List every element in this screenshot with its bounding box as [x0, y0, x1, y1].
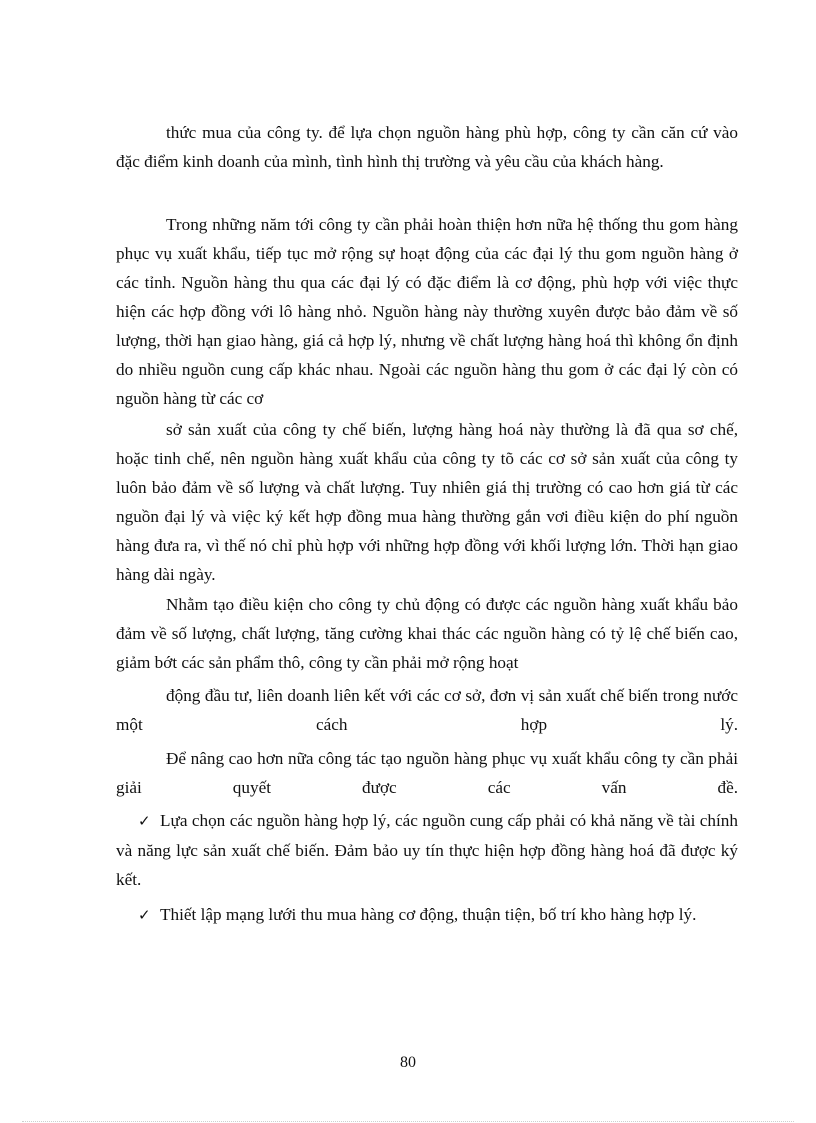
checklist-item-2-block: [116, 900, 738, 930]
paragraph-2: Trong những năm tới công ty cần phải hoàn thiện hơn nữa hệ thống thu gom hàng phục vụ xuất khẩu, tiếp tục mở rộng sự hoạt động của các đại lý thu gom nguồn hàng ở các tỉnh. Nguồn hàng thu qua các đại lý có đặc điểm là cơ động, phù hợp với việc thực hiện các hợp đồng với lô hàng nhỏ. Nguồn hàng này thường xuyên được bảo đảm về số lượng, thời hạn giao hàng, giá cả hợp lý, nhưng về chất lượng hàng hoá thì không ổn định do nhiều nguồn cung cấp khác nhau. Ngoài các nguồn hàng thu gom ở các đại lý còn có nguồn hàng từ các cơ: [116, 215, 738, 408]
checklist-item-2-text: Thiết lập mạng lưới thu mua hàng cơ động, thuận tiện, bố trí kho hàng hợp lý.: [160, 905, 697, 924]
checkmark-icon: ✓: [138, 906, 151, 924]
paragraph-1: thức mua của công ty. để lựa chọn nguồn hàng phù hợp, công ty cần căn cứ vào đặc điểm kinh doanh của mình, tình hình thị trường và yêu cầu của khách hàng.: [116, 123, 738, 171]
paragraph-5-block: [116, 681, 738, 739]
paragraph-4-block: [116, 590, 738, 677]
paragraph-4: Nhằm tạo điều kiện cho công ty chủ động có được các nguồn hàng xuất khẩu bảo đảm về số lượng, chất lượng, tăng cường khai thác các nguồn hàng có tỷ lệ chế biến cao, giảm bớt các sản phẩm thô, công ty cần phải mở rộng hoạt: [116, 595, 738, 672]
paragraph-6-block: [116, 744, 738, 802]
paragraph-2-block: [116, 210, 738, 413]
checkmark-icon: ✓: [138, 812, 151, 830]
paragraph-3-block: [116, 415, 738, 589]
checklist-item-1-block: [116, 806, 738, 894]
page-number: 80: [400, 1054, 416, 1071]
checklist-item-2: [116, 900, 738, 930]
paragraph-5: động đầu tư, liên doanh liên kết với các cơ sở, đơn vị sản xuất chế biến trong nước một cách hợp lý.: [116, 686, 738, 734]
paragraph-3: sở sản xuất của công ty chế biến, lượng hàng hoá này thường là đã qua sơ chế, hoặc tinh chế, nên nguồn hàng xuất khẩu của công ty tõ các cơ sở sản xuất của công ty luôn bảo đảm về số lượng và chất lượng. Tuy nhiên giá thị trường có cao hơn giá từ các nguồn đại lý và việc ký kết hợp đồng mua hàng thường gắn vơi điều kiện do phí nguồn hàng đưa ra, vì thế nó chỉ phù hợp với những hợp đồng với khối lượng lớn. Thời hạn giao hàng dài ngày.: [116, 420, 738, 584]
checklist-item-1-text: Lựa chọn các nguồn hàng hợp lý, các nguồn cung cấp phải có khả năng về tài chính và năng lực sản xuất chế biến. Đảm bảo uy tín thực hiện hợp đồng hàng hoá đã được ký kết.: [116, 811, 738, 889]
paragraph-6: Để nâng cao hơn nữa công tác tạo nguồn hàng phục vụ xuất khẩu công ty cần phải giải quyết được các vấn đề.: [116, 749, 738, 797]
checklist-item-1: [116, 806, 738, 894]
paragraph-1-block: [116, 118, 738, 176]
page-bottom-divider: [22, 1121, 794, 1122]
